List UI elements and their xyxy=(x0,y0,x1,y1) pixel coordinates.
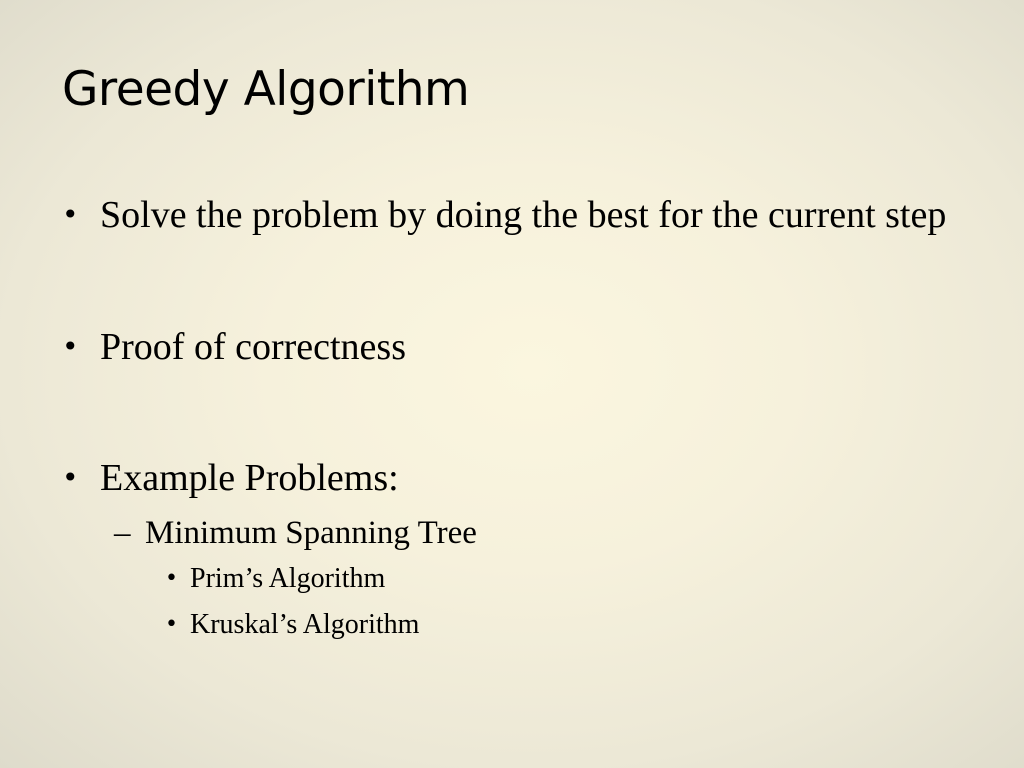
bullet-marker: • xyxy=(62,198,79,231)
sub-sub-bullet-marker: • xyxy=(165,612,178,637)
sub-bullet-marker: – xyxy=(114,515,131,551)
bullet-text: Proof of correctness xyxy=(100,326,407,368)
bullet-item xyxy=(62,451,962,505)
bullet-text: Solve the problem by doing the best for the current step xyxy=(100,194,947,236)
sub-bullet-item xyxy=(114,510,962,556)
sub-sub-bullet-text: Kruskal’s Algorithm xyxy=(190,609,420,640)
sub-sub-bullet-item xyxy=(165,602,962,648)
sub-bullet-text: Minimum Spanning Tree xyxy=(145,515,477,551)
bullet-marker: • xyxy=(62,461,79,494)
bullet-marker: • xyxy=(62,330,79,363)
sub-sub-bullet-marker: • xyxy=(165,566,178,591)
bullet-text: Example Problems: xyxy=(100,457,399,499)
slide-title: Greedy Algorithm xyxy=(62,62,470,117)
bullet-item xyxy=(62,188,962,242)
sub-sub-bullet-text: Prim’s Algorithm xyxy=(190,563,386,594)
bullet-item xyxy=(62,320,962,374)
sub-sub-bullet-item xyxy=(165,556,962,602)
slide-body xyxy=(62,188,962,648)
